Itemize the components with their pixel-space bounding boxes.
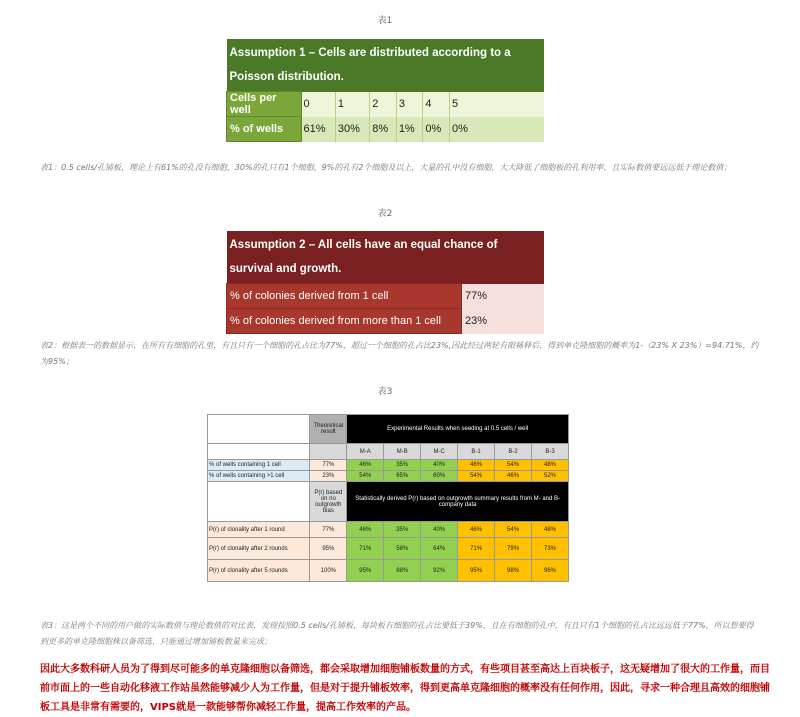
table2-caption: 表2 <box>377 209 393 219</box>
column-header: M-A <box>347 444 384 460</box>
table-cell: 46% <box>458 522 495 538</box>
table-cell: 35% <box>384 522 421 538</box>
table-cell: 2 <box>370 92 397 117</box>
table-cell: 92% <box>421 560 458 582</box>
table2-note: 表2：根据表一的数据显示，在所有有细胞的孔里，有且只有一个细胞的孔占比为77%，超过一个细胞的孔占比23%,因此经过两轮有限稀释后，得到单克隆细胞的概率为1-（23% X 23%）=94.71%，约为95%； <box>40 341 759 366</box>
table-cell: 88% <box>384 560 421 582</box>
table1-row2-label: % of wells <box>227 117 302 142</box>
table-cell: 54% <box>495 460 532 471</box>
table-cell: 0% <box>450 117 545 142</box>
column-header: B-3 <box>532 444 569 460</box>
column-header: B-1 <box>458 444 495 460</box>
table-cell: 60% <box>421 471 458 482</box>
table-cell: % of colonies derived from more than 1 cell <box>227 309 462 334</box>
table-cell: 23% <box>462 309 545 334</box>
table-cell: % of colonies derived from 1 cell <box>227 284 462 309</box>
table-cell: 58% <box>384 538 421 560</box>
conclusion-paragraph: 因此大多数科研人员为了得到尽可能多的单克隆细胞以备筛选，都会采取增加细胞铺板数量的方式，有些项目甚至高达上百块板子，这无疑增加了很大的工作量，而目前市面上的一些自动化移液工作站虽然能够减少人为工作量，但是对于提升铺板效率，得到更高单克隆细胞的概率没有任何作用，因此，寻求一种合理且高效的细胞铺板工具是非常有需要的，VIPS就是一款能够帮你减轻工作量，提高工作效率的产品。 <box>40 664 770 713</box>
table-cell: 100% <box>310 560 347 582</box>
table-cell: 46% <box>347 460 384 471</box>
table-cell: 71% <box>458 538 495 560</box>
table3-note: 表3：这是两个不同的用户做的实际数值与理论数值的对比表，发现按照0.5 cells/孔铺板，每块板有细胞的孔占比要低于39%，且在有细胞的孔中，有且只有1个细胞的孔占比远远低于77%，所以想要得到更多的单克隆细胞株以备筛选，只能通过增加铺板数量来完成； <box>40 621 754 646</box>
table-cell: 54% <box>458 471 495 482</box>
row-label: P(r) of clonality after 2 rounds <box>208 538 310 560</box>
row-label: P(r) of clonality after 5 rounds <box>208 560 310 582</box>
table-cell: 5 <box>450 92 545 117</box>
table-cell <box>310 444 347 460</box>
table-cell: 35% <box>384 460 421 471</box>
table-cell: 46% <box>458 460 495 471</box>
table-cell: 46% <box>495 471 532 482</box>
table-cell: 79% <box>495 538 532 560</box>
table-cell <box>208 444 310 460</box>
table-cell: 8% <box>370 117 397 142</box>
theoretical-header: Theoretical result <box>310 415 347 444</box>
experimental-header: Experimental Results when seeding at 0.5 cells / well <box>347 415 569 444</box>
table-cell: 65% <box>384 471 421 482</box>
table-cell <box>208 415 310 444</box>
column-header: M-B <box>384 444 421 460</box>
table-cell: 77% <box>310 522 347 538</box>
table3 <box>207 414 569 582</box>
table-cell: 96% <box>532 560 569 582</box>
table1-header: Assumption 1 – Cells are distributed according to a Poisson distribution. <box>227 39 545 92</box>
table1-row1-label: Cells per well <box>227 92 302 117</box>
table2 <box>226 231 544 334</box>
pr-header: P(r) based on no outgrowth bias <box>310 482 347 522</box>
table-cell: 71% <box>347 538 384 560</box>
row-label: % of wells containing >1 cell <box>208 471 310 482</box>
table-cell: 48% <box>532 522 569 538</box>
row-label: P(r) of clonality after 1 round <box>208 522 310 538</box>
table-cell: 73% <box>532 538 569 560</box>
column-header: B-2 <box>495 444 532 460</box>
derived-header: Statistically derived P(r) based on outgrowth summary results from M- and B- company data <box>347 482 569 522</box>
table-cell: 23% <box>310 471 347 482</box>
table-cell: 98% <box>495 560 532 582</box>
table-cell <box>208 482 310 522</box>
table-cell: 64% <box>421 538 458 560</box>
table-cell: 54% <box>495 522 532 538</box>
table-cell: 54% <box>347 471 384 482</box>
table1-note: 表1：0.5 cells/孔铺板，理论上有61%的孔没有细胞，30%的孔只有1个细胞，9%的孔有2个细胞及以上，大量的孔中没有细胞，大大降低了细胞板的孔利用率，且实际数值要远远低于理论数值； <box>40 163 732 172</box>
table-cell: 77% <box>462 284 545 309</box>
column-header: M-C <box>421 444 458 460</box>
table1 <box>226 39 544 142</box>
table-cell: 95% <box>347 560 384 582</box>
table-cell: 30% <box>335 117 369 142</box>
table3-caption: 表3 <box>377 387 393 397</box>
table-cell: 77% <box>310 460 347 471</box>
table-cell: 46% <box>347 522 384 538</box>
table-cell: 1 <box>335 92 369 117</box>
table1-caption: 表1 <box>377 16 393 26</box>
table-cell: 95% <box>310 538 347 560</box>
table-cell: 40% <box>421 460 458 471</box>
table-cell: 61% <box>301 117 335 142</box>
table-cell: 48% <box>532 460 569 471</box>
table-cell: 3 <box>396 92 423 117</box>
table-cell: 0% <box>423 117 450 142</box>
table-cell: 40% <box>421 522 458 538</box>
table-cell: 0 <box>301 92 335 117</box>
table-cell: 1% <box>396 117 423 142</box>
table2-header: Assumption 2 – All cells have an equal chance of survival and growth. <box>227 231 545 284</box>
table-cell: 52% <box>532 471 569 482</box>
table-cell: 4 <box>423 92 450 117</box>
table-cell: 95% <box>458 560 495 582</box>
row-label: % of wells containing 1 cell <box>208 460 310 471</box>
